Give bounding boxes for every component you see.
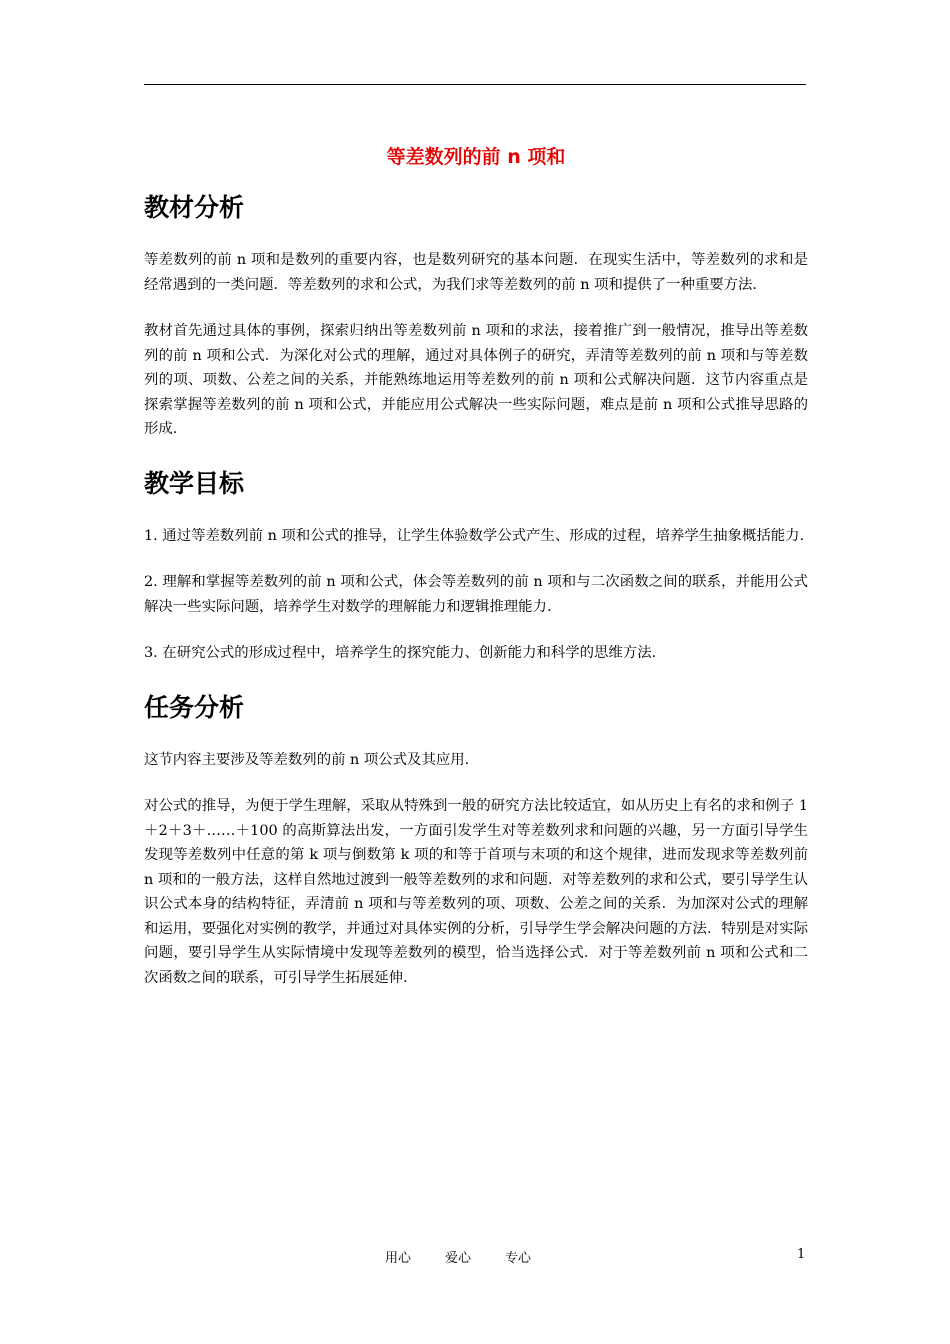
footer-motto (385, 1247, 565, 1266)
section-heading: 教材分析 (144, 193, 245, 222)
document-title: 等差数列的前 n 项和 (386, 146, 566, 168)
section-task-analysis (144, 688, 808, 991)
section-textbook-analysis (144, 188, 808, 442)
page-footer (0, 1247, 950, 1271)
page-number: 1 (797, 1247, 806, 1262)
list-item: 3. 在研究公式的形成过程中，培养学生的探究能力、创新能力和科学的思维方法. (144, 645, 657, 661)
section-heading: 教学目标 (144, 468, 245, 498)
section-teaching-goals (144, 464, 808, 666)
list-item: 1. 通过等差数列前 n 项和公式的推导，让学生体验数学公式产生、形成的过程，培养学生抽象概括能力. (144, 527, 805, 544)
document-body (144, 140, 808, 1012)
section-heading: 任务分析 (144, 692, 245, 722)
footer-word: 用心 (385, 1251, 412, 1266)
paragraph: 等差数列的前 n 项和是数列的重要内容，也是数列研究的基本问题．在现实生活中，等差数列的求和是经常遇到的一类问题．等差数列的求和公式，为我们求等差数列的前 n 项和提供了一种重要方法. (144, 252, 808, 293)
paragraph: 教材首先通过具体的事例，探索归纳出等差数列前 n 项和的求法，接着推广到一般情况，推导出等差数列的前 n 项和公式．为深化对公式的理解，通过对具体例子的研究，弄清等差数列的前 n 项和与等差数列的项、项数、公差之间的关系，并能熟练地运用等差数列的前 n 项和公式解决问题．这节内容重点是探索掌握等差数列的前 n 项和公式，并能应用公式解决一些实际问题，难点是前 n 项和公式推导思路的形成. (144, 323, 808, 437)
header-rule (144, 84, 806, 85)
paragraph: 对公式的推导，为便于学生理解，采取从特殊到一般的研究方法比较适宜，如从历史上有名的求和例子 1＋2＋3＋……＋100 的高斯算法出发，一方面引发学生对等差数列求和问题的兴趣，另一方面引导学生发现等差数列中任意的第 k 项与倒数第 k 项的和等于首项与末项的和这个规律，进而发现求等差数列前 n 项和的一般方法，这样自然地过渡到一般等差数列的求和问题．对等差数列的求和公式，要引导学生认识公式本身的结构特征，弄清前 n 项和与等差数列的项、项数、公差之间的关系．为加深对公式的理解和运用，要强化对实例的教学，并通过对具体实例的分析，引导学生学会解决问题的方法．特别是对实际问题，要引导学生从实际情境中发现等差数列的模型，恰当选择公式．对于等差数列前 n 项和公式和二次函数之间的联系，可引导学生拓展延伸. (144, 798, 808, 986)
paragraph: 这节内容主要涉及等差数列的前 n 项公式及其应用. (144, 751, 470, 768)
footer-word: 专心 (505, 1251, 532, 1266)
footer-word: 爱心 (445, 1251, 472, 1266)
list-item: 2. 理解和掌握等差数列的前 n 项和公式，体会等差数列的前 n 项和与二次函数之间的联系，并能用公式解决一些实际问题，培养学生对数学的理解能力和逻辑推理能力. (144, 574, 808, 615)
